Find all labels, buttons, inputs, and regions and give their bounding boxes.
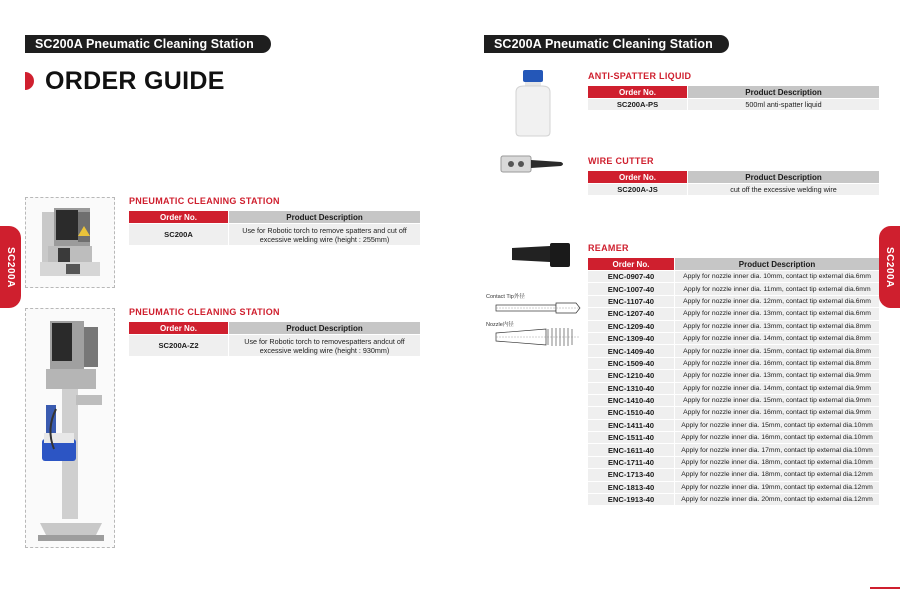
side-tab-right-label: SC200A	[884, 246, 895, 288]
order-no-cell: ENC-1611-40	[588, 443, 674, 455]
order-no-cell: ENC-1511-40	[588, 431, 674, 443]
side-tab-right	[879, 226, 900, 308]
cutter-title: WIRE CUTTER	[588, 156, 654, 166]
description-header: Product Description	[688, 171, 879, 183]
table-row	[588, 369, 879, 381]
description-cell: Apply for nozzle inner dia. 20mm, contact tip external dia.12mm	[675, 493, 879, 505]
table-row	[588, 468, 879, 480]
description-cell: Apply for nozzle inner dia. 16mm, contact tip external dia.8mm	[675, 357, 879, 369]
nozzle-label: Nozzle内径	[486, 322, 514, 328]
cleaning-station-icon	[26, 198, 115, 288]
table-row	[588, 394, 879, 406]
table-row	[588, 493, 879, 505]
table-row	[588, 98, 879, 110]
order-no-cell: ENC-1309-40	[588, 332, 674, 344]
description-cell: cut off the excessive welding wire	[688, 183, 879, 195]
reamer-title: REAMER	[588, 243, 629, 253]
order-no-cell: SC200A-JS	[588, 183, 687, 195]
order-no-cell: SC200A-Z2	[129, 334, 228, 356]
order-no-cell: ENC-0907-40	[588, 270, 674, 282]
order-no-header: Order No.	[129, 322, 228, 334]
station1-title: PNEUMATIC CLEANING STATION	[129, 196, 280, 206]
table-header-row	[129, 322, 420, 334]
description-cell: Apply for nozzle inner dia. 14mm, contact tip external dia.8mm	[675, 332, 879, 344]
table-row	[129, 223, 420, 245]
description-cell: Apply for nozzle inner dia. 13mm, contact tip external dia.6mm	[675, 307, 879, 319]
table-row	[588, 481, 879, 493]
liquid-title: ANTI-SPATTER LIQUID	[588, 71, 692, 81]
wire-cutter-icon	[499, 152, 567, 176]
table-row	[588, 443, 879, 455]
description-cell: Use for Robotic torch to removespatters andcut off excessive welding wire (height : 930mm)	[229, 334, 420, 356]
order-no-cell: ENC-1509-40	[588, 357, 674, 369]
table-row	[588, 456, 879, 468]
description-cell: Apply for nozzle inner dia. 17mm, contact tip external dia.10mm	[675, 443, 879, 455]
description-cell: Apply for nozzle inner dia. 15mm, contact tip external dia.8mm	[675, 344, 879, 356]
station-photo-tall	[25, 308, 115, 548]
order-no-cell: SC200A	[129, 223, 228, 245]
table-row	[588, 357, 879, 369]
description-cell: Apply for nozzle inner dia. 16mm, contact tip external dia.9mm	[675, 406, 879, 418]
station2-table	[128, 322, 421, 356]
liquid-table	[587, 86, 880, 110]
order-no-cell: ENC-1713-40	[588, 468, 674, 480]
liquid-bottle-icon	[510, 68, 556, 138]
description-header: Product Description	[229, 211, 420, 223]
order-no-cell: ENC-1210-40	[588, 369, 674, 381]
table-row	[588, 307, 879, 319]
nozzle-diagram-icon	[486, 325, 584, 349]
table-row	[588, 382, 879, 394]
description-cell: Apply for nozzle inner dia. 15mm, contact tip external dia.9mm	[675, 394, 879, 406]
order-no-cell: SC200A-PS	[588, 98, 687, 110]
description-cell: Apply for nozzle inner dia. 13mm, contact tip external dia.9mm	[675, 369, 879, 381]
station-photo-small	[25, 197, 115, 288]
description-cell: Apply for nozzle inner dia. 12mm, contact tip external dia.6mm	[675, 295, 879, 307]
order-no-cell: ENC-1409-40	[588, 344, 674, 356]
header-pill-left: SC200A Pneumatic Cleaning Station	[25, 35, 271, 53]
table-header-row	[129, 211, 420, 223]
description-cell: Apply for nozzle inner dia. 11mm, contact tip external dia.6mm	[675, 282, 879, 294]
table-header-row	[588, 258, 879, 270]
order-no-header: Order No.	[588, 86, 687, 98]
contact-tip-label: Contact Tip外径	[486, 294, 525, 300]
table-row	[588, 406, 879, 418]
title-accent-mark	[25, 72, 34, 90]
cutter-table	[587, 171, 880, 195]
table-row	[588, 282, 879, 294]
order-no-header: Order No.	[129, 211, 228, 223]
station1-table	[128, 211, 421, 245]
station2-title: PNEUMATIC CLEANING STATION	[129, 307, 280, 317]
table-header-row	[588, 171, 879, 183]
contact-tip-diagram-icon	[486, 298, 584, 318]
order-no-cell: ENC-1813-40	[588, 481, 674, 493]
order-no-cell: ENC-1007-40	[588, 282, 674, 294]
table-row	[588, 270, 879, 282]
description-header: Product Description	[688, 86, 879, 98]
page-title-block	[25, 66, 225, 96]
description-cell: Apply for nozzle inner dia. 18mm, contact tip external dia.10mm	[675, 456, 879, 468]
description-cell: Apply for nozzle inner dia. 14mm, contact tip external dia.9mm	[675, 382, 879, 394]
table-row	[588, 431, 879, 443]
order-no-cell: ENC-1107-40	[588, 295, 674, 307]
description-cell: Apply for nozzle inner dia. 16mm, contact tip external dia.10mm	[675, 431, 879, 443]
tall-station-icon	[26, 309, 115, 548]
reamer-table	[587, 258, 880, 505]
header-pill-right: SC200A Pneumatic Cleaning Station	[484, 35, 729, 53]
description-header: Product Description	[675, 258, 879, 270]
order-no-cell: ENC-1410-40	[588, 394, 674, 406]
description-cell: Apply for nozzle inner dia. 18mm, contact tip external dia.12mm	[675, 468, 879, 480]
order-no-header: Order No.	[588, 258, 674, 270]
table-row	[588, 344, 879, 356]
order-no-cell: ENC-1207-40	[588, 307, 674, 319]
side-tab-left-label: SC200A	[5, 246, 16, 288]
description-cell: Use for Robotic torch to remove spatters and cut off excessive welding wire (height : 255mm)	[229, 223, 420, 245]
table-row	[588, 419, 879, 431]
order-no-cell: ENC-1411-40	[588, 419, 674, 431]
order-no-cell: ENC-1711-40	[588, 456, 674, 468]
description-cell: 500ml anti-spatter liquid	[688, 98, 879, 110]
order-no-header: Order No.	[588, 171, 687, 183]
order-no-cell: ENC-1209-40	[588, 320, 674, 332]
page-title: ORDER GUIDE	[45, 66, 225, 95]
footer-accent-line	[870, 587, 900, 589]
description-cell: Apply for nozzle inner dia. 10mm, contact tip external dia.6mm	[675, 270, 879, 282]
table-row	[588, 295, 879, 307]
table-row	[588, 320, 879, 332]
table-header-row	[588, 86, 879, 98]
table-row	[588, 332, 879, 344]
order-no-cell: ENC-1510-40	[588, 406, 674, 418]
table-row	[129, 334, 420, 356]
order-no-cell: ENC-1310-40	[588, 382, 674, 394]
description-header: Product Description	[229, 322, 420, 334]
reamer-table-body	[588, 270, 879, 505]
description-cell: Apply for nozzle inner dia. 19mm, contact tip external dia.12mm	[675, 481, 879, 493]
reamer-tool-icon	[510, 240, 572, 270]
table-row	[588, 183, 879, 195]
description-cell: Apply for nozzle inner dia. 15mm, contact tip external dia.10mm	[675, 419, 879, 431]
order-no-cell: ENC-1913-40	[588, 493, 674, 505]
side-tab-left	[0, 226, 21, 308]
description-cell: Apply for nozzle inner dia. 13mm, contact tip external dia.8mm	[675, 320, 879, 332]
